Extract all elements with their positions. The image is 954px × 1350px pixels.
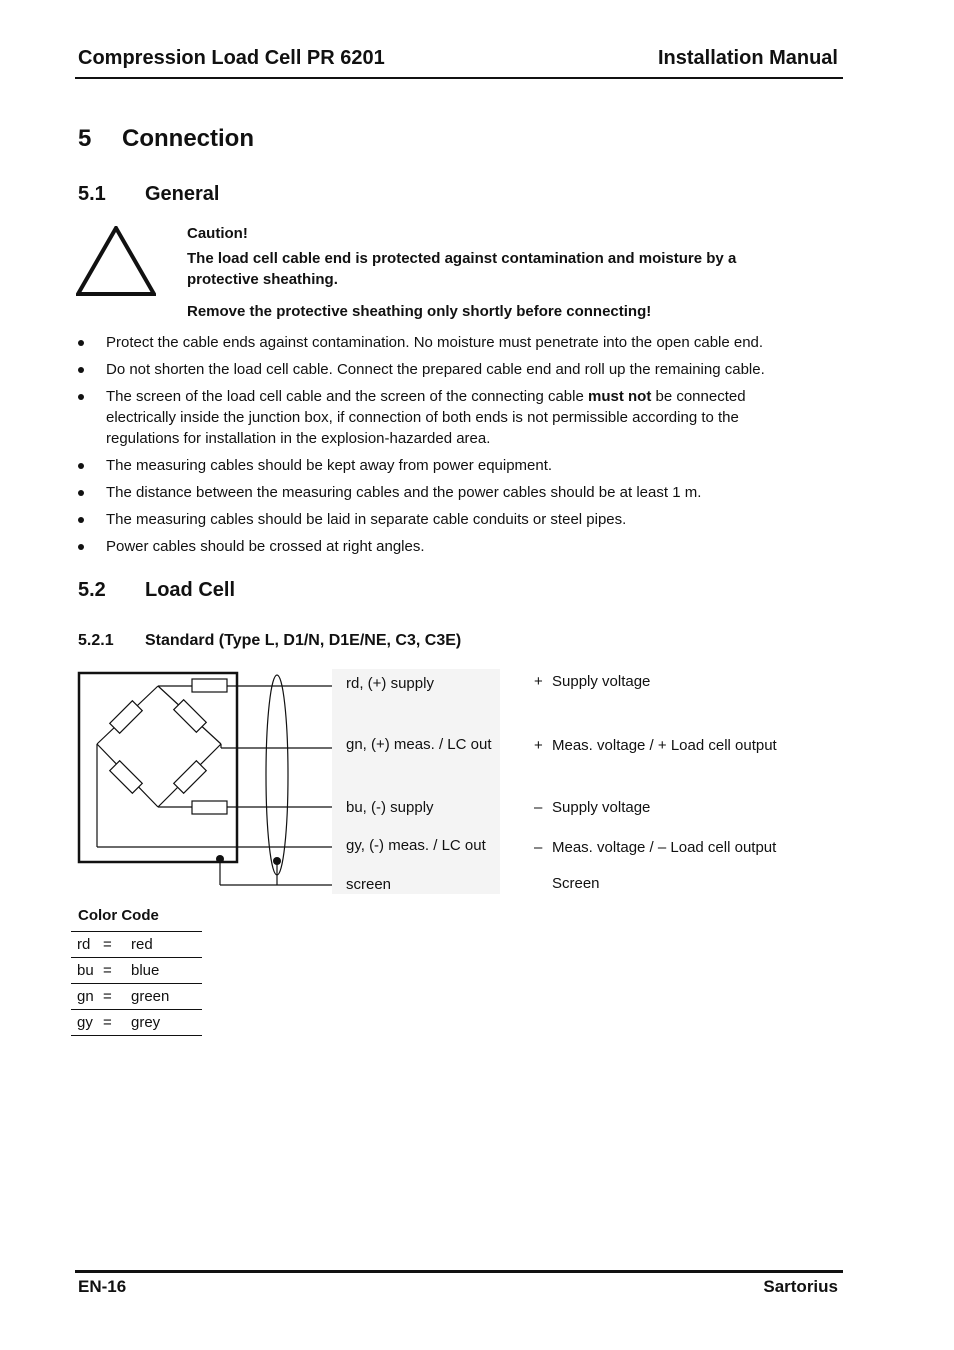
bullet-dot bbox=[78, 517, 84, 523]
subsection-title: General bbox=[145, 183, 220, 205]
wire-description: Screen bbox=[552, 875, 600, 892]
resistor-top bbox=[192, 679, 227, 692]
wire-description: Supply voltage bbox=[552, 673, 651, 690]
list-item: The measuring cables should be laid in separate cable conduits or steel pipes. bbox=[78, 509, 808, 530]
footer-brand: Sartorius bbox=[763, 1277, 838, 1296]
junction-dot bbox=[216, 855, 224, 863]
warning-triangle-icon bbox=[76, 226, 156, 296]
header-title: Compression Load Cell PR 6201 bbox=[78, 47, 385, 69]
table-row: gy = grey bbox=[71, 1010, 202, 1036]
diagram-label-background bbox=[332, 669, 500, 894]
wire-label: gy, (-) meas. / LC out bbox=[346, 837, 486, 854]
wire-sign: + bbox=[534, 737, 543, 754]
caution-title: Caution! bbox=[187, 225, 248, 242]
section-title: Connection bbox=[122, 125, 254, 152]
header-doc-type: Installation Manual bbox=[657, 47, 838, 69]
wire-description: Supply voltage bbox=[552, 799, 651, 816]
wire-description: Meas. voltage / + Load cell output bbox=[552, 737, 777, 754]
bullet-list bbox=[78, 332, 808, 563]
wiring-diagram bbox=[70, 665, 500, 897]
page-number: EN-16 bbox=[78, 1277, 127, 1296]
emphasis: must not bbox=[587, 388, 652, 405]
bullet-dot bbox=[78, 367, 84, 373]
wire-sign: + bbox=[534, 673, 543, 690]
subsection-title: Load Cell bbox=[145, 579, 236, 601]
bullet-dot bbox=[78, 463, 84, 469]
load-cell-housing bbox=[79, 673, 237, 862]
wire-sign: – bbox=[534, 799, 543, 816]
wire-label: screen bbox=[346, 876, 392, 893]
color-code-title: Color Code bbox=[78, 907, 159, 924]
list-item: Power cables should be crossed at right angles. bbox=[78, 536, 808, 557]
wire-description: Meas. voltage / – Load cell output bbox=[552, 839, 777, 856]
subsubsection-title: Standard (Type L, D1/N, D1E/NE, C3, C3E) bbox=[145, 632, 462, 649]
table-row: rd = red bbox=[71, 932, 202, 958]
wire-sign: – bbox=[534, 839, 543, 856]
section-number: 5 bbox=[78, 125, 92, 152]
list-item: The distance between the measuring cables and the power cables should be at least 1 m. bbox=[78, 482, 808, 503]
caution-instruction: Remove the protective sheathing only shortly before connecting! bbox=[187, 303, 652, 320]
subsection-number: 5.2 bbox=[78, 579, 106, 601]
subsection-number: 5.1 bbox=[78, 183, 106, 205]
bullet-dot bbox=[78, 340, 84, 346]
bullet-dot bbox=[78, 490, 84, 496]
wire-label: rd, (+) supply bbox=[346, 675, 434, 692]
resistor-bridge-2 bbox=[174, 700, 207, 733]
bullet-dot bbox=[78, 394, 84, 400]
wire-label: gn, (+) meas. / LC out bbox=[346, 736, 492, 753]
table-row: gn = green bbox=[71, 984, 202, 1010]
table-row: bu = blue bbox=[71, 958, 202, 984]
resistor-bridge-1 bbox=[110, 701, 143, 734]
list-item: Protect the cable ends against contamination. No moisture must penetrate into the open cable end. bbox=[78, 332, 808, 353]
caution-text: The load cell cable end is protected against contamination and moisture by a protective sheathing. bbox=[187, 250, 737, 288]
resistor-bridge-3 bbox=[110, 761, 143, 794]
wire-label: bu, (-) supply bbox=[346, 799, 434, 816]
resistor-bottom bbox=[192, 801, 227, 814]
bullet-dot bbox=[78, 544, 84, 550]
footer-rule bbox=[75, 1270, 843, 1273]
list-item: Do not shorten the load cell cable. Connect the prepared cable end and roll up the remaining cable. bbox=[78, 359, 808, 380]
list-item: The measuring cables should be kept away from power equipment. bbox=[78, 455, 808, 476]
header-rule bbox=[75, 77, 843, 79]
list-item: The screen of the load cell cable and the screen of the connecting cable must not be connected electrically inside the junction box, if connection of both ends is not permissible according to the regulations for installation in the explosion-hazarded area. bbox=[78, 386, 808, 449]
color-code-table bbox=[71, 931, 202, 1036]
junction-dot bbox=[273, 857, 281, 865]
subsubsection-number: 5.2.1 bbox=[78, 632, 114, 649]
resistor-bridge-4 bbox=[174, 761, 207, 794]
